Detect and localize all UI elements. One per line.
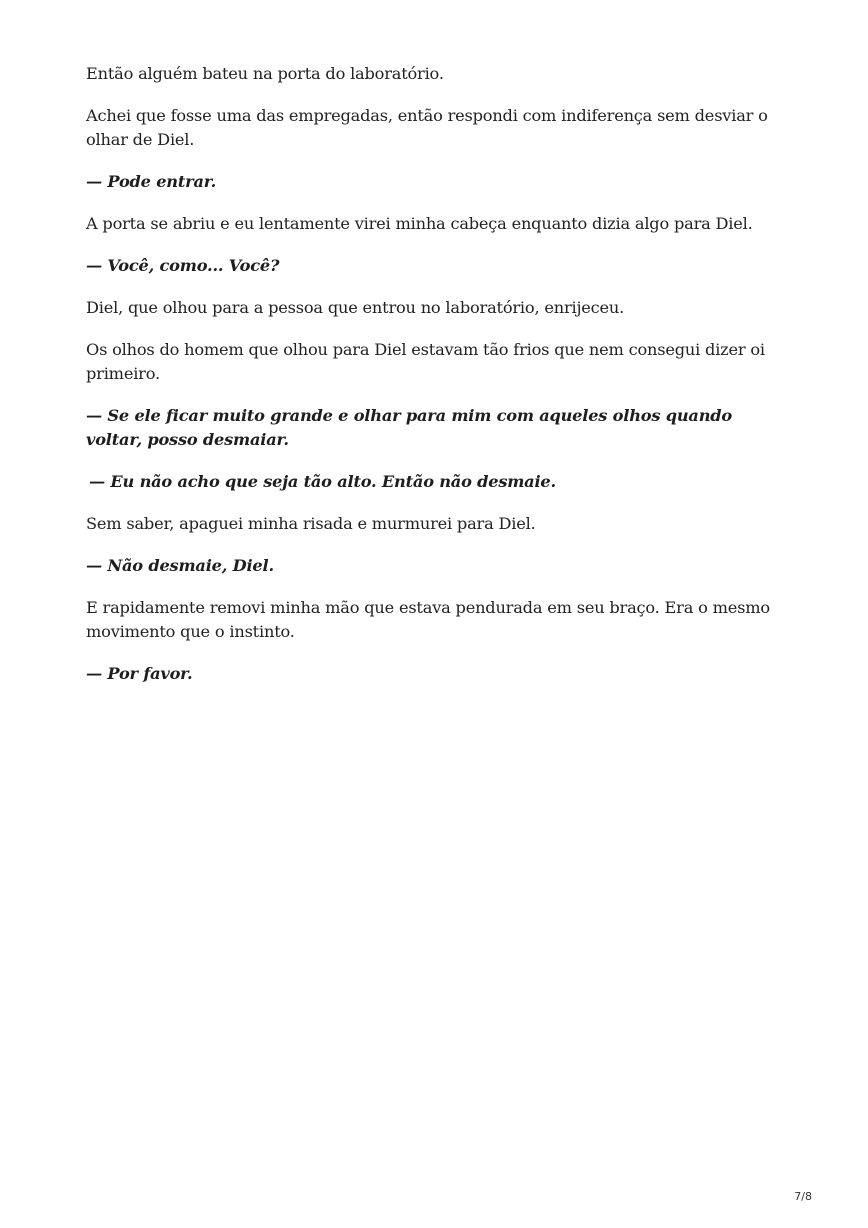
paragraph: Achei que fosse uma das empregadas, então respondi com indiferença sem desviar o olhar de Diel.: [86, 106, 768, 149]
paragraph: A porta se abriu e eu lentamente virei minha cabeça enquanto dizia algo para Diel.: [86, 214, 753, 233]
document-body: [86, 62, 786, 704]
paragraph: Então alguém bateu na porta do laboratório.: [86, 64, 444, 83]
dialog-line: — Você, como... Você?: [86, 256, 280, 275]
page-number: 7/8: [794, 1190, 812, 1203]
dialog-line: — Eu não acho que seja tão alto. Então não desmaie.: [89, 472, 556, 491]
paragraph: Sem saber, apaguei minha risada e murmurei para Diel.: [86, 514, 536, 533]
dialog-line: — Se ele ficar muito grande e olhar para mim com aqueles olhos quando voltar, posso desmaiar.: [86, 406, 732, 449]
paragraph: E rapidamente removi minha mão que estava pendurada em seu braço. Era o mesmo movimento que o instinto.: [86, 598, 770, 641]
dialog-line: — Por favor.: [86, 664, 193, 683]
paragraph: Os olhos do homem que olhou para Diel estavam tão frios que nem consegui dizer oi primeiro.: [86, 340, 765, 383]
dialog-line: — Não desmaie, Diel.: [86, 556, 274, 575]
dialog-line: — Pode entrar.: [86, 172, 217, 191]
paragraph: Diel, que olhou para a pessoa que entrou no laboratório, enrijeceu.: [86, 298, 625, 317]
